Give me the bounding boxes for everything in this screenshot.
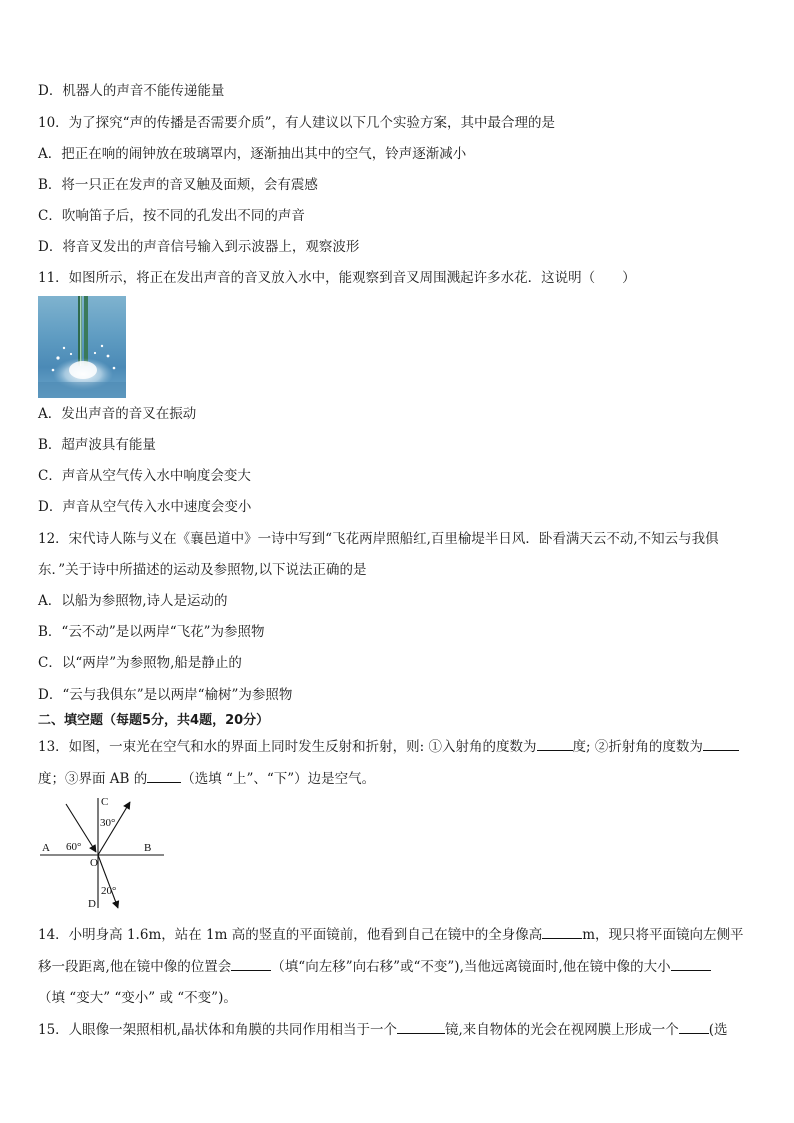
- label-o: O: [90, 857, 98, 869]
- q13-text-1b: 度; ②折射角的度数为: [572, 739, 703, 755]
- q11-option-b: B．超声波具有能量: [38, 437, 156, 453]
- q14-blank-image-height[interactable]: [542, 926, 582, 939]
- q14-text-1a: 14．小明身高 1.6m，站在 1m 高的竖直的平面镜前，他看到自己在镜中的全身像高: [38, 927, 543, 943]
- label-b: B: [144, 842, 152, 854]
- q13-blank-incident-angle[interactable]: [537, 738, 573, 751]
- q13-line1: [38, 738, 739, 756]
- q13-text-1a: 13．如图，一束光在空气和水的界面上同时发生反射和折射，则: ①入射角的度数为: [38, 739, 537, 755]
- q12-stem-line2: 东．”关于诗中所描述的运动及参照物,以下说法正确的是: [38, 562, 367, 578]
- angle-60-label: 60°: [66, 841, 82, 853]
- q13-text-2b: （选填 “上”、“下”）边是空气。: [181, 771, 376, 787]
- q13-text-2a: 度；③界面 AB 的: [38, 771, 148, 787]
- q15-blank-lens-type[interactable]: [397, 1021, 445, 1034]
- section-title-fill-in: 二、填空题（每题5分，共4题，20分）: [38, 713, 270, 728]
- refracted-ray: [98, 855, 118, 908]
- q14-text-2b: （填“向左移”向右移”或“不变”),当他远离镜面时,他在镜中像的大小: [271, 959, 671, 975]
- q12-option-c: C．以“两岸”为参照物,船是静止的: [38, 655, 242, 671]
- angle-20-label: 20°: [101, 885, 117, 897]
- q12-option-d: D．“云与我俱东”是以两岸“榆树”为参照物: [38, 687, 293, 703]
- q15-text-1c: (选: [708, 1022, 728, 1038]
- light-refraction-diagram: [36, 794, 168, 916]
- q14-blank-image-size[interactable]: [671, 958, 711, 971]
- q14-text-1b: m，现只将平面镜向左侧平: [582, 927, 744, 943]
- q14-line1: [38, 926, 744, 944]
- angle-30-label: 30°: [100, 817, 116, 829]
- q9-option-d: D．机器人的声音不能传递能量: [38, 83, 225, 99]
- q11-option-d: D．声音从空气传入水中速度会变小: [38, 499, 252, 515]
- q14-line3: （填 “变大” “变小” 或 “不变”)。: [38, 990, 237, 1006]
- label-d: D: [88, 898, 96, 910]
- q11-stem: 11．如图所示，将正在发出声音的音叉放入水中，能观察到音叉周围溅起许多水花．这说明（ ）: [38, 270, 636, 286]
- q13-blank-refraction-angle[interactable]: [703, 738, 739, 751]
- q12-option-b: B．“云不动”是以两岸“飞花”为参照物: [38, 624, 265, 640]
- tuning-fork-water-photo: [38, 296, 126, 398]
- q13-line2: [38, 770, 375, 788]
- q12-option-a: A．以船为参照物,诗人是运动的: [38, 593, 228, 609]
- q10-option-d: D．将音叉发出的声音信号输入到示波器上，观察波形: [38, 239, 360, 255]
- q15-line1: [38, 1021, 728, 1039]
- q15-blank-image-type[interactable]: [679, 1021, 709, 1034]
- label-c: C: [101, 796, 109, 808]
- q11-option-c: C．声音从空气传入水中响度会变大: [38, 468, 251, 484]
- q11-option-a: A．发出声音的音叉在振动: [38, 406, 197, 422]
- q12-stem-line1: 12．宋代诗人陈与义在《襄邑道中》一诗中写到“飞花两岸照船红,百里榆堤半日风．卧看满天云不动,不知云与我俱: [38, 531, 719, 547]
- q10-option-c: C．吹响笛子后，按不同的孔发出不同的声音: [38, 208, 305, 224]
- q10-stem: 10．为了探究“声的传播是否需要介质”，有人建议以下几个实验方案，其中最合理的是: [38, 115, 555, 131]
- q13-blank-interface-side[interactable]: [147, 770, 181, 783]
- q10-option-b: B．将一只正在发声的音叉触及面颊，会有震感: [38, 177, 318, 193]
- label-a: A: [42, 842, 50, 854]
- q14-line2: [38, 958, 711, 976]
- q14-text-2a: 移一段距离,他在镜中像的位置会: [38, 959, 232, 975]
- q15-text-1a: 15．人眼像一架照相机,晶状体和角膜的共同作用相当于一个: [38, 1022, 397, 1038]
- q14-blank-image-position[interactable]: [231, 958, 271, 971]
- q10-option-a: A．把正在响的闹钟放在玻璃罩内，逐渐抽出其中的空气，铃声逐渐减小: [38, 146, 467, 162]
- q15-text-1b: 镜,来自物体的光会在视网膜上形成一个: [444, 1022, 679, 1038]
